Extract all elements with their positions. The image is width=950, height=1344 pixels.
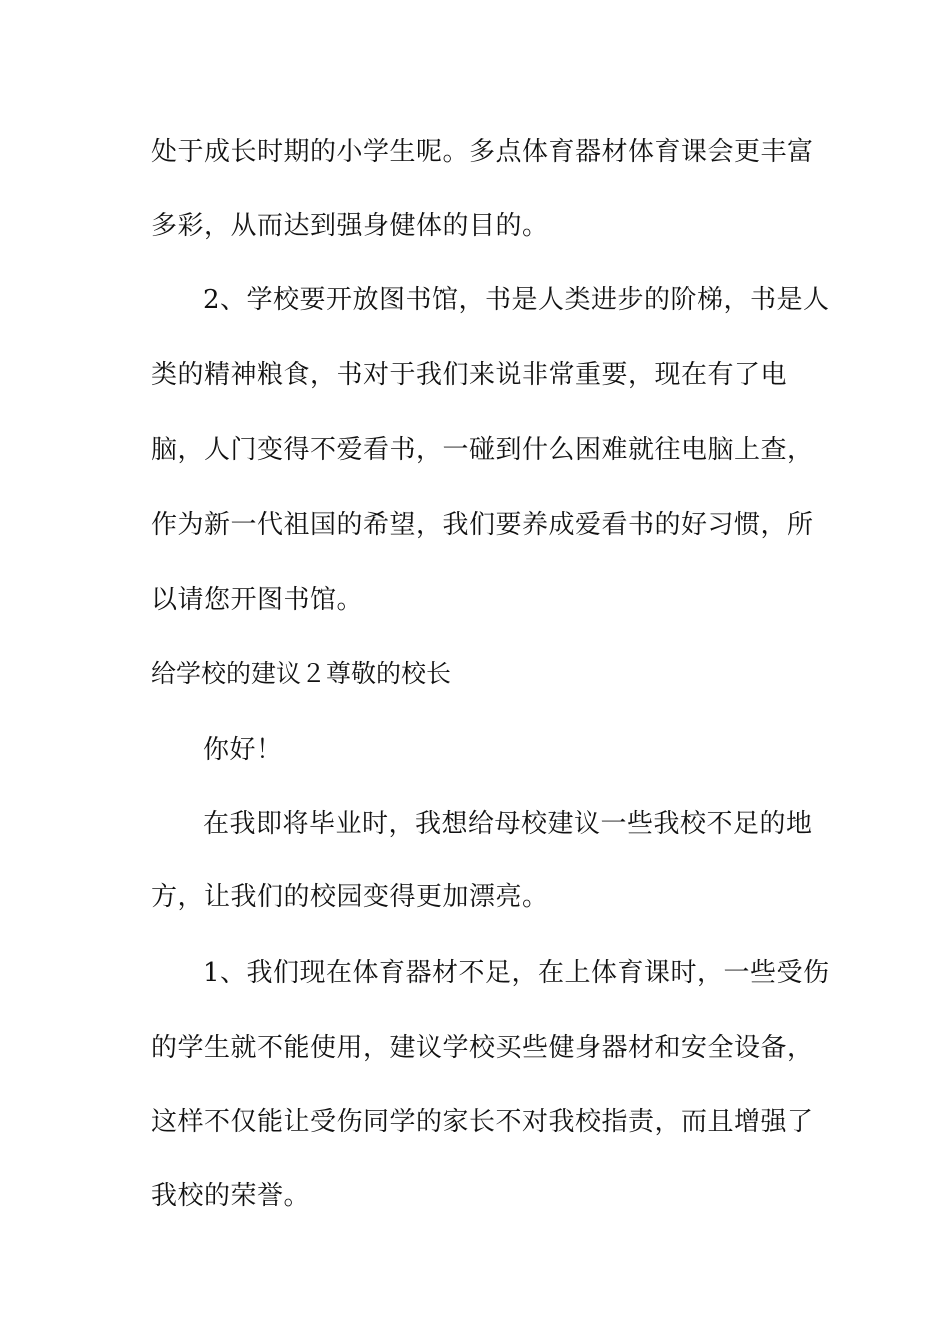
paragraph-line: 多彩，从而达到强身健体的目的。: [151, 211, 549, 241]
paragraph-line: 这样不仅能让受伤同学的家长不对我校指责，而且增强了: [151, 1107, 814, 1137]
paragraph-line: 的学生就不能使用，建议学校买些健身器材和安全设备，: [151, 1033, 814, 1063]
paragraph-line: 2、学校要开放图书馆，书是人类进步的阶梯，书是人: [203, 285, 830, 315]
greeting-line: 你好！: [203, 735, 283, 765]
paragraph-line: 脑，人门变得不爱看书，一碰到什么困难就往电脑上查，: [151, 435, 814, 465]
paragraph-line: 类的精神粮食，书对于我们来说非常重要，现在有了电: [151, 360, 788, 390]
paragraph-line: 作为新一代祖国的希望，我们要养成爱看书的好习惯，所: [151, 510, 814, 540]
paragraph-line: 方，让我们的校园变得更加漂亮。: [151, 882, 549, 912]
paragraph-line: 我校的荣誉。: [151, 1181, 311, 1211]
paragraph-line: 处于成长时期的小学生呢。多点体育器材体育课会更丰富: [151, 137, 814, 167]
paragraph-line: 以请您开图书馆。: [151, 585, 364, 615]
paragraph-line: 1、我们现在体育器材不足，在上体育课时，一些受伤: [203, 958, 830, 988]
paragraph-line: 在我即将毕业时，我想给母校建议一些我校不足的地: [203, 809, 813, 839]
section-heading: 给学校的建议２尊敬的校长: [151, 659, 452, 688]
